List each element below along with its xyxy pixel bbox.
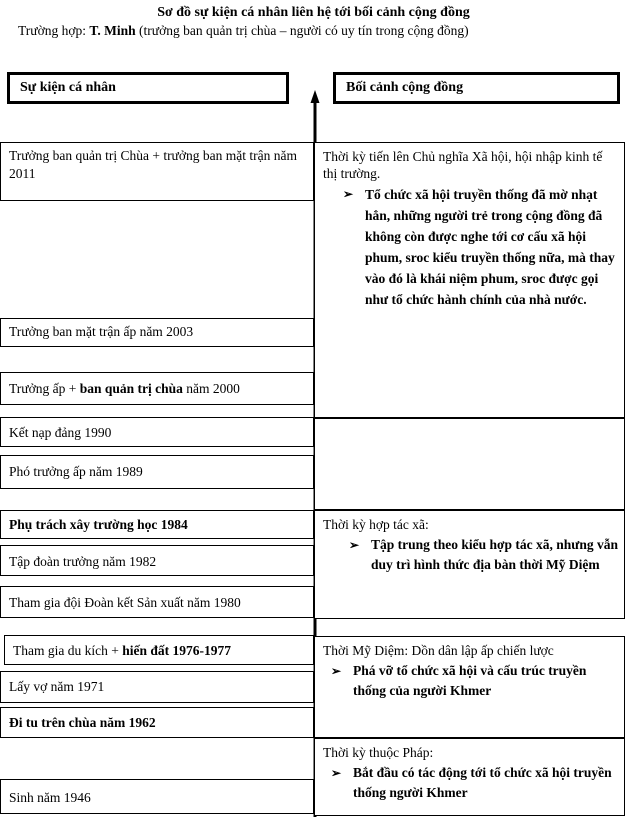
case-subtitle: [18, 23, 469, 39]
context-bullet: [325, 661, 618, 701]
context-bullet-text: Phá vỡ tổ chức xã hội và cấu trúc truyền thống của người Khmer: [353, 663, 587, 698]
event-item: Trưởng ban mặt trận ấp năm 2003: [0, 318, 314, 347]
event-text-bold: hiến đất 1976-1977: [122, 643, 231, 658]
case-prefix: Trường hợp:: [18, 23, 86, 38]
event-text: Trưởng ấp +: [9, 381, 80, 396]
context-bullet-text: Tập trung theo kiểu hợp tác xã, nhưng vẫn duy trì hình thức địa bàn thời Mỹ Diệm: [371, 537, 619, 572]
arrow-bullet-icon: ➢: [331, 766, 342, 780]
arrow-bullet-icon: ➢: [343, 187, 354, 201]
context-title: Thời kỳ tiến lên Chủ nghĩa Xã hội, hội nhập kinh tế thị trường.: [323, 149, 603, 181]
context-bullet-text: Tổ chức xã hội truyền thống đã mờ nhạt hẳn, những người trẻ trong cộng đồng đã không còn được nghe tới cơ cấu xã hội phum, sroc kiểu truyền thống nữa, mà thay vào đó là khái niệm phum, sroc được gọi như tổ chức hành chính của nhà nước.: [365, 187, 615, 307]
context-title: Thời Mỹ Diệm: Dồn dân lập ấp chiến lược: [323, 643, 554, 658]
event-item: Phó trưởng ấp năm 1989: [0, 455, 314, 489]
context-bullet: [325, 763, 618, 803]
arrow-bullet-icon: ➢: [349, 538, 360, 552]
case-name: T. Minh: [89, 23, 136, 38]
context-title: Thời kỳ hợp tác xã:: [323, 517, 429, 532]
event-item: Tập đoàn trưởng năm 1982: [0, 545, 314, 576]
event-item: Trưởng ban quản trị Chùa + trưởng ban mặt trận năm 2011: [0, 142, 314, 201]
context-box: [314, 510, 625, 619]
event-item: Kết nạp đảng 1990: [0, 417, 314, 447]
context-box: [314, 636, 625, 738]
context-bullet-text: Bắt đầu có tác động tới tổ chức xã hội truyền thống người Khmer: [353, 765, 612, 800]
context-box-empty: [314, 418, 625, 510]
header-community-context: Bối cảnh cộng đồng: [333, 72, 620, 104]
arrow-bullet-icon: ➢: [331, 664, 342, 678]
context-title: Thời kỳ thuộc Pháp:: [323, 745, 434, 760]
event-item: Tham gia đội Đoàn kết Sản xuất năm 1980: [0, 586, 314, 618]
event-item: Đi tu trên chùa năm 1962: [0, 707, 314, 738]
header-personal-events: Sự kiện cá nhân: [7, 72, 289, 104]
event-text: năm 2000: [182, 381, 240, 396]
context-box: [314, 142, 625, 418]
event-text-bold: ban quản trị chùa: [79, 381, 183, 396]
event-text: Tham gia du kích +: [13, 643, 123, 658]
arrow-head-icon: [311, 90, 320, 103]
context-bullet: [343, 535, 618, 575]
event-item: Phụ trách xây trường học 1984: [0, 510, 314, 539]
context-box: [314, 738, 625, 816]
context-bullet: [337, 184, 618, 310]
event-item: Lấy vợ năm 1971: [0, 671, 314, 703]
page-title: Sơ đồ sự kiện cá nhân liên hệ tới bối cảnh cộng đồng: [157, 5, 470, 20]
event-item: Sinh năm 1946: [0, 779, 314, 814]
event-item: [0, 372, 314, 405]
case-note: (trưởng ban quản trị chùa – người có uy tín trong cộng đồng): [139, 23, 469, 38]
event-item: [4, 635, 314, 665]
